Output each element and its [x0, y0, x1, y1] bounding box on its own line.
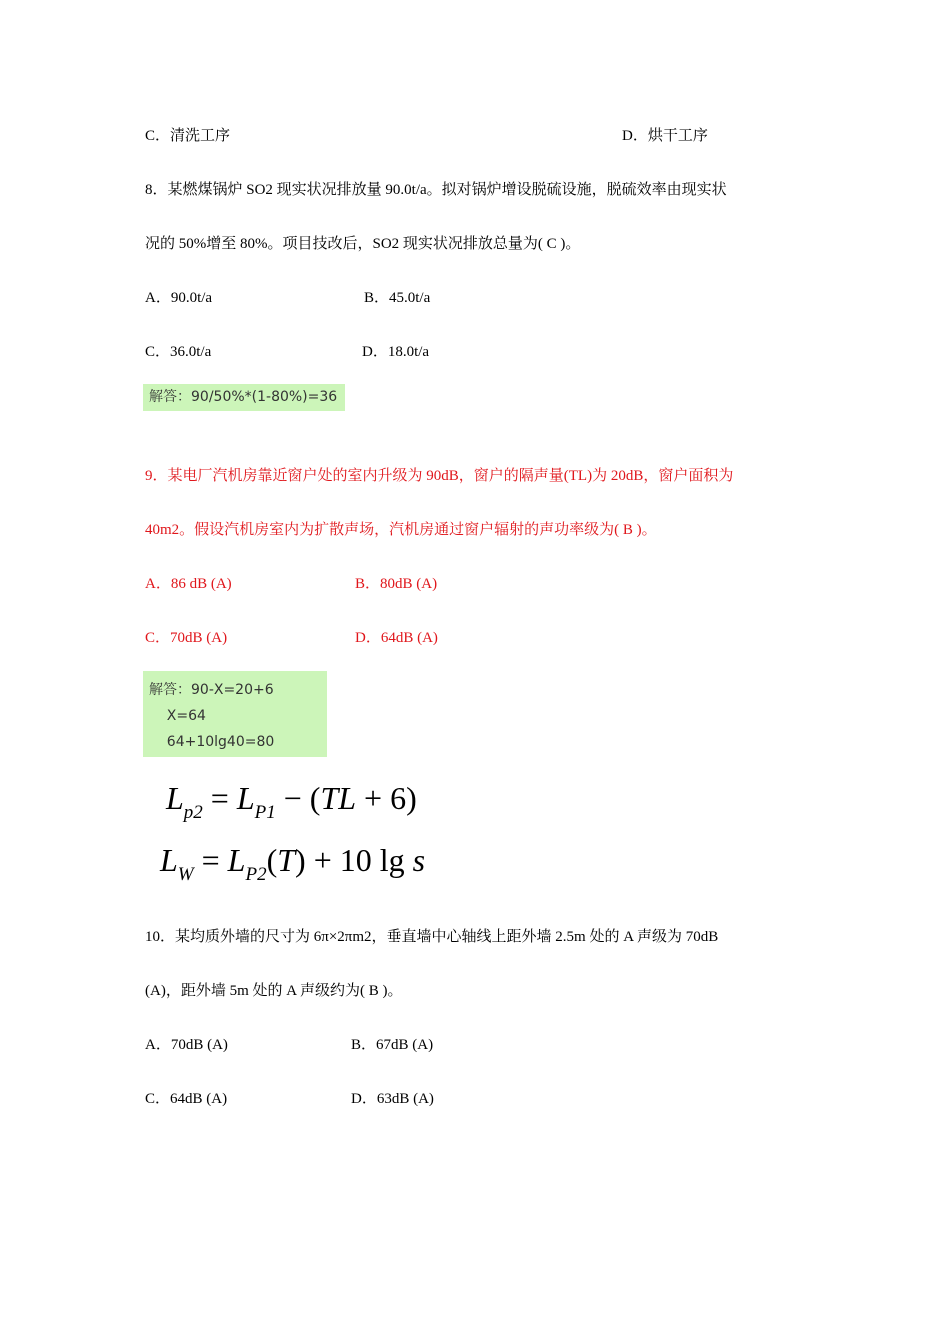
q8-answer-box: 解答：90/50%*(1-80%)=36	[143, 384, 345, 411]
q8-text-line2: 况的 50%增至 80%。项目技改后，SO2 现实状况排放总量为( C )。	[145, 236, 581, 252]
q10-text-line1: 10．某均质外墙的尺寸为 6π×2πm2，垂直墙中心轴线上距外墙 2.5m 处的 A 声级为 70dB	[145, 929, 719, 945]
formula1-eq: =	[202, 780, 237, 816]
q9-text-line2: 40m2。假设汽机房室内为扩散声场，汽机房通过窗户辐射的声功率级为( B )。	[145, 522, 657, 538]
formula2-lhs: L	[160, 842, 178, 878]
q8-option-a: A．90.0t/a	[145, 290, 213, 306]
q8-option-b: B．45.0t/a	[364, 290, 431, 306]
formula2-r1: L	[227, 842, 246, 878]
sound-power-formula	[160, 842, 425, 886]
q8-text-line1: 8．某燃煤锅炉 SO2 现实状况排放量 90.0t/a。拟对锅炉增设脱硫设施，脱硫效率由现实状	[145, 182, 727, 198]
q9-text-line1: 9．某电厂汽机房靠近窗户处的室内升级为 90dB，窗户的隔声量(TL)为 20dB，窗户面积为	[145, 468, 734, 484]
q9-option-b: B．80dB (A)	[355, 576, 438, 592]
q9-answer-box: 解答：90-X=20+6 X=64 64+10lg40=80	[143, 671, 327, 757]
formula1-tail: + 6)	[356, 780, 417, 816]
formula2-p2: ) + 10 lg	[295, 842, 413, 878]
q10-option-b: B．67dB (A)	[351, 1037, 434, 1053]
formula2-eq: =	[193, 842, 228, 878]
formula2-lhs-sub: W	[177, 864, 194, 885]
q7-option-d: D．烘干工序	[622, 128, 708, 144]
formula1-rest: − (	[275, 780, 321, 816]
q9-option-a: A．86 dB (A)	[145, 576, 232, 592]
formula1-r1: L	[236, 780, 255, 816]
formula2-p1: (	[266, 842, 278, 878]
formula1-lhs-sub: p2	[183, 802, 203, 823]
q10-text-line2: (A)，距外墙 5m 处的 A 声级约为( B )。	[145, 983, 403, 999]
q8-option-c: C．36.0t/a	[145, 344, 212, 360]
q10-option-d: D．63dB (A)	[351, 1091, 434, 1107]
formula1-lhs: L	[166, 780, 184, 816]
q9-option-c: C．70dB (A)	[145, 630, 228, 646]
formula2-r1-sub: P2	[245, 864, 267, 885]
formula1-tl: TL	[320, 780, 357, 816]
q8-option-d: D．18.0t/a	[362, 344, 430, 360]
q9-option-d: D．64dB (A)	[355, 630, 438, 646]
sound-level-formula	[166, 780, 417, 824]
q10-option-c: C．64dB (A)	[145, 1091, 228, 1107]
q10-option-a: A．70dB (A)	[145, 1037, 228, 1053]
formula2-s: s	[412, 842, 426, 878]
q7-option-c: C．清洗工序	[145, 128, 231, 144]
formula1-r1-sub: P1	[254, 802, 276, 823]
formula2-t: T	[277, 842, 296, 878]
